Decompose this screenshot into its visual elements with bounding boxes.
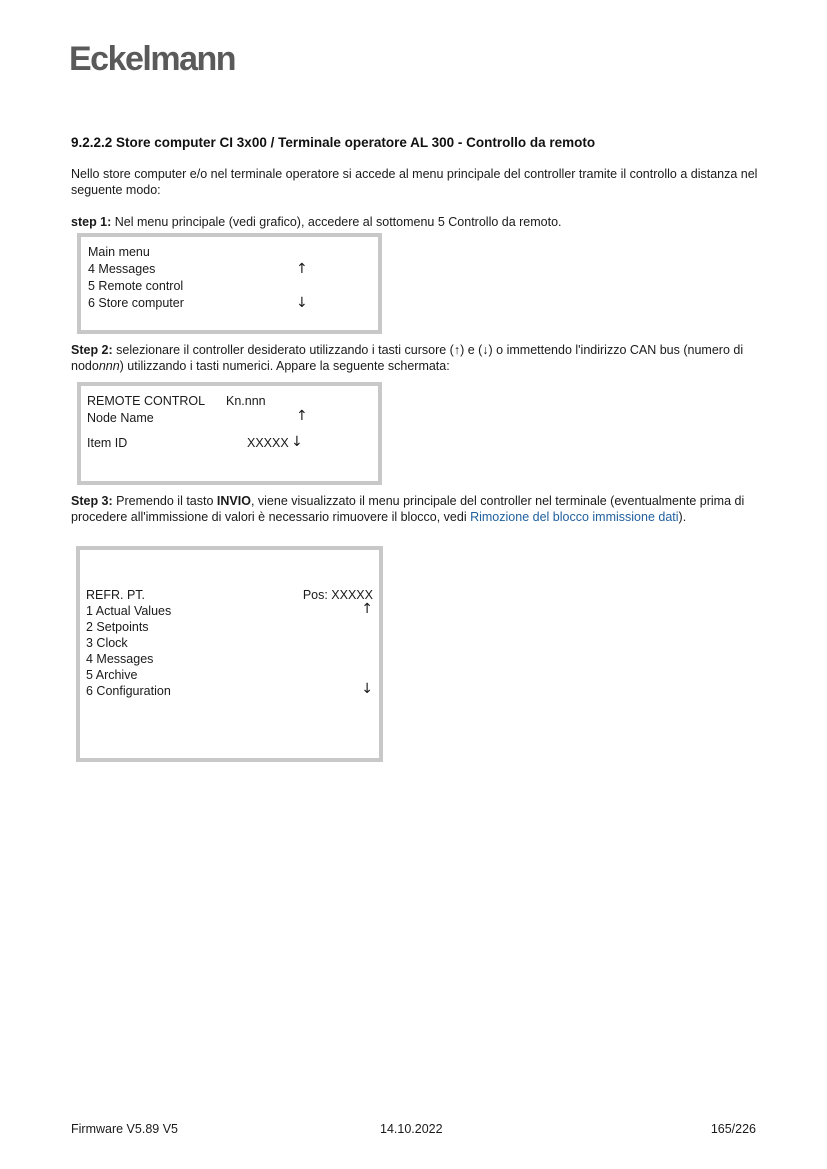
item-id-label: Item ID xyxy=(87,436,128,450)
arrow-up-icon: ↑ xyxy=(361,601,373,617)
step-3-text-cont: , viene visualizzato il menu principale del controller nel terminale (eventualmente prima di procedere all'immissione di valori è necessario rimuovere il blocco, vedi xyxy=(71,494,745,524)
screen1-line: 4 Messages xyxy=(88,262,156,276)
step-3-label: Step 3: xyxy=(71,494,113,508)
refr-pt-title: REFR. PT. xyxy=(86,588,146,602)
screen1-line: Main menu xyxy=(88,245,150,259)
position-value: Pos: XXXXX xyxy=(302,588,373,602)
arrow-down-icon: ↓ xyxy=(361,681,373,697)
menu-item: 4 Messages xyxy=(86,652,154,666)
step-2-label: Step 2: xyxy=(71,343,113,357)
menu-item: 3 Clock xyxy=(86,636,128,650)
remote-control-title: REMOTE CONTROL xyxy=(87,394,206,408)
controller-main-menu-screen xyxy=(76,546,383,762)
remote-control-screen xyxy=(77,382,382,485)
step-3-paragraph xyxy=(71,493,761,525)
arrow-up-icon: ↑ xyxy=(296,408,308,424)
menu-item: 5 Archive xyxy=(86,668,138,682)
step-1-text: Nel menu principale (vedi grafico), accedere al sottomenu 5 Controllo da remoto. xyxy=(111,215,562,229)
arrow-down-icon: ↓ xyxy=(291,434,303,450)
step-3-text: Premendo il tasto xyxy=(112,494,217,508)
step-1-label: step 1: xyxy=(71,215,112,229)
footer-firmware: Firmware V5.89 V5 xyxy=(71,1122,178,1136)
step-2-text-end: ) utilizzando i tasti numerici. Appare la seguente schermata: xyxy=(119,359,450,373)
step-3-text-end: ). xyxy=(678,510,687,524)
company-logo: Eckelmann xyxy=(69,40,236,78)
menu-item: 2 Setpoints xyxy=(86,620,149,634)
node-name-label: Node Name xyxy=(87,411,154,425)
footer-date: 14.10.2022 xyxy=(380,1122,443,1136)
step-2-paragraph xyxy=(71,342,761,374)
main-menu-screen xyxy=(77,233,382,334)
menu-item: 6 Configuration xyxy=(86,684,171,698)
footer-page-number: 165/226 xyxy=(710,1122,756,1136)
step-2-italic: nnn xyxy=(98,359,120,373)
section-heading: 9.2.2.2 Store computer CI 3x00 / Terminale operatore AL 300 - Controllo da remoto xyxy=(71,135,596,150)
intro-paragraph: Nello store computer e/o nel terminale operatore si accede al menu principale del controller tramite il controllo a distanza nel seguente modo: xyxy=(71,167,758,197)
menu-item: 1 Actual Values xyxy=(86,604,172,618)
screen1-line: 6 Store computer xyxy=(88,296,184,310)
screen1-line: 5 Remote control xyxy=(88,279,184,293)
invio-key-label: INVIO xyxy=(216,494,251,508)
step-2-text: selezionare il controller desiderato utilizzando i tasti cursore (↑) e (↓) o immettendo l'indirizzo CAN bus (numero di nodo xyxy=(71,343,744,373)
node-address: Kn.nnn xyxy=(226,394,266,408)
arrow-up-icon: ↑ xyxy=(296,261,308,277)
arrow-down-icon: ↓ xyxy=(296,295,308,311)
item-id-value: XXXXX xyxy=(247,436,289,450)
data-entry-block-link[interactable]: Rimozione del blocco immissione dati xyxy=(470,510,679,524)
step-1-paragraph xyxy=(71,214,761,230)
